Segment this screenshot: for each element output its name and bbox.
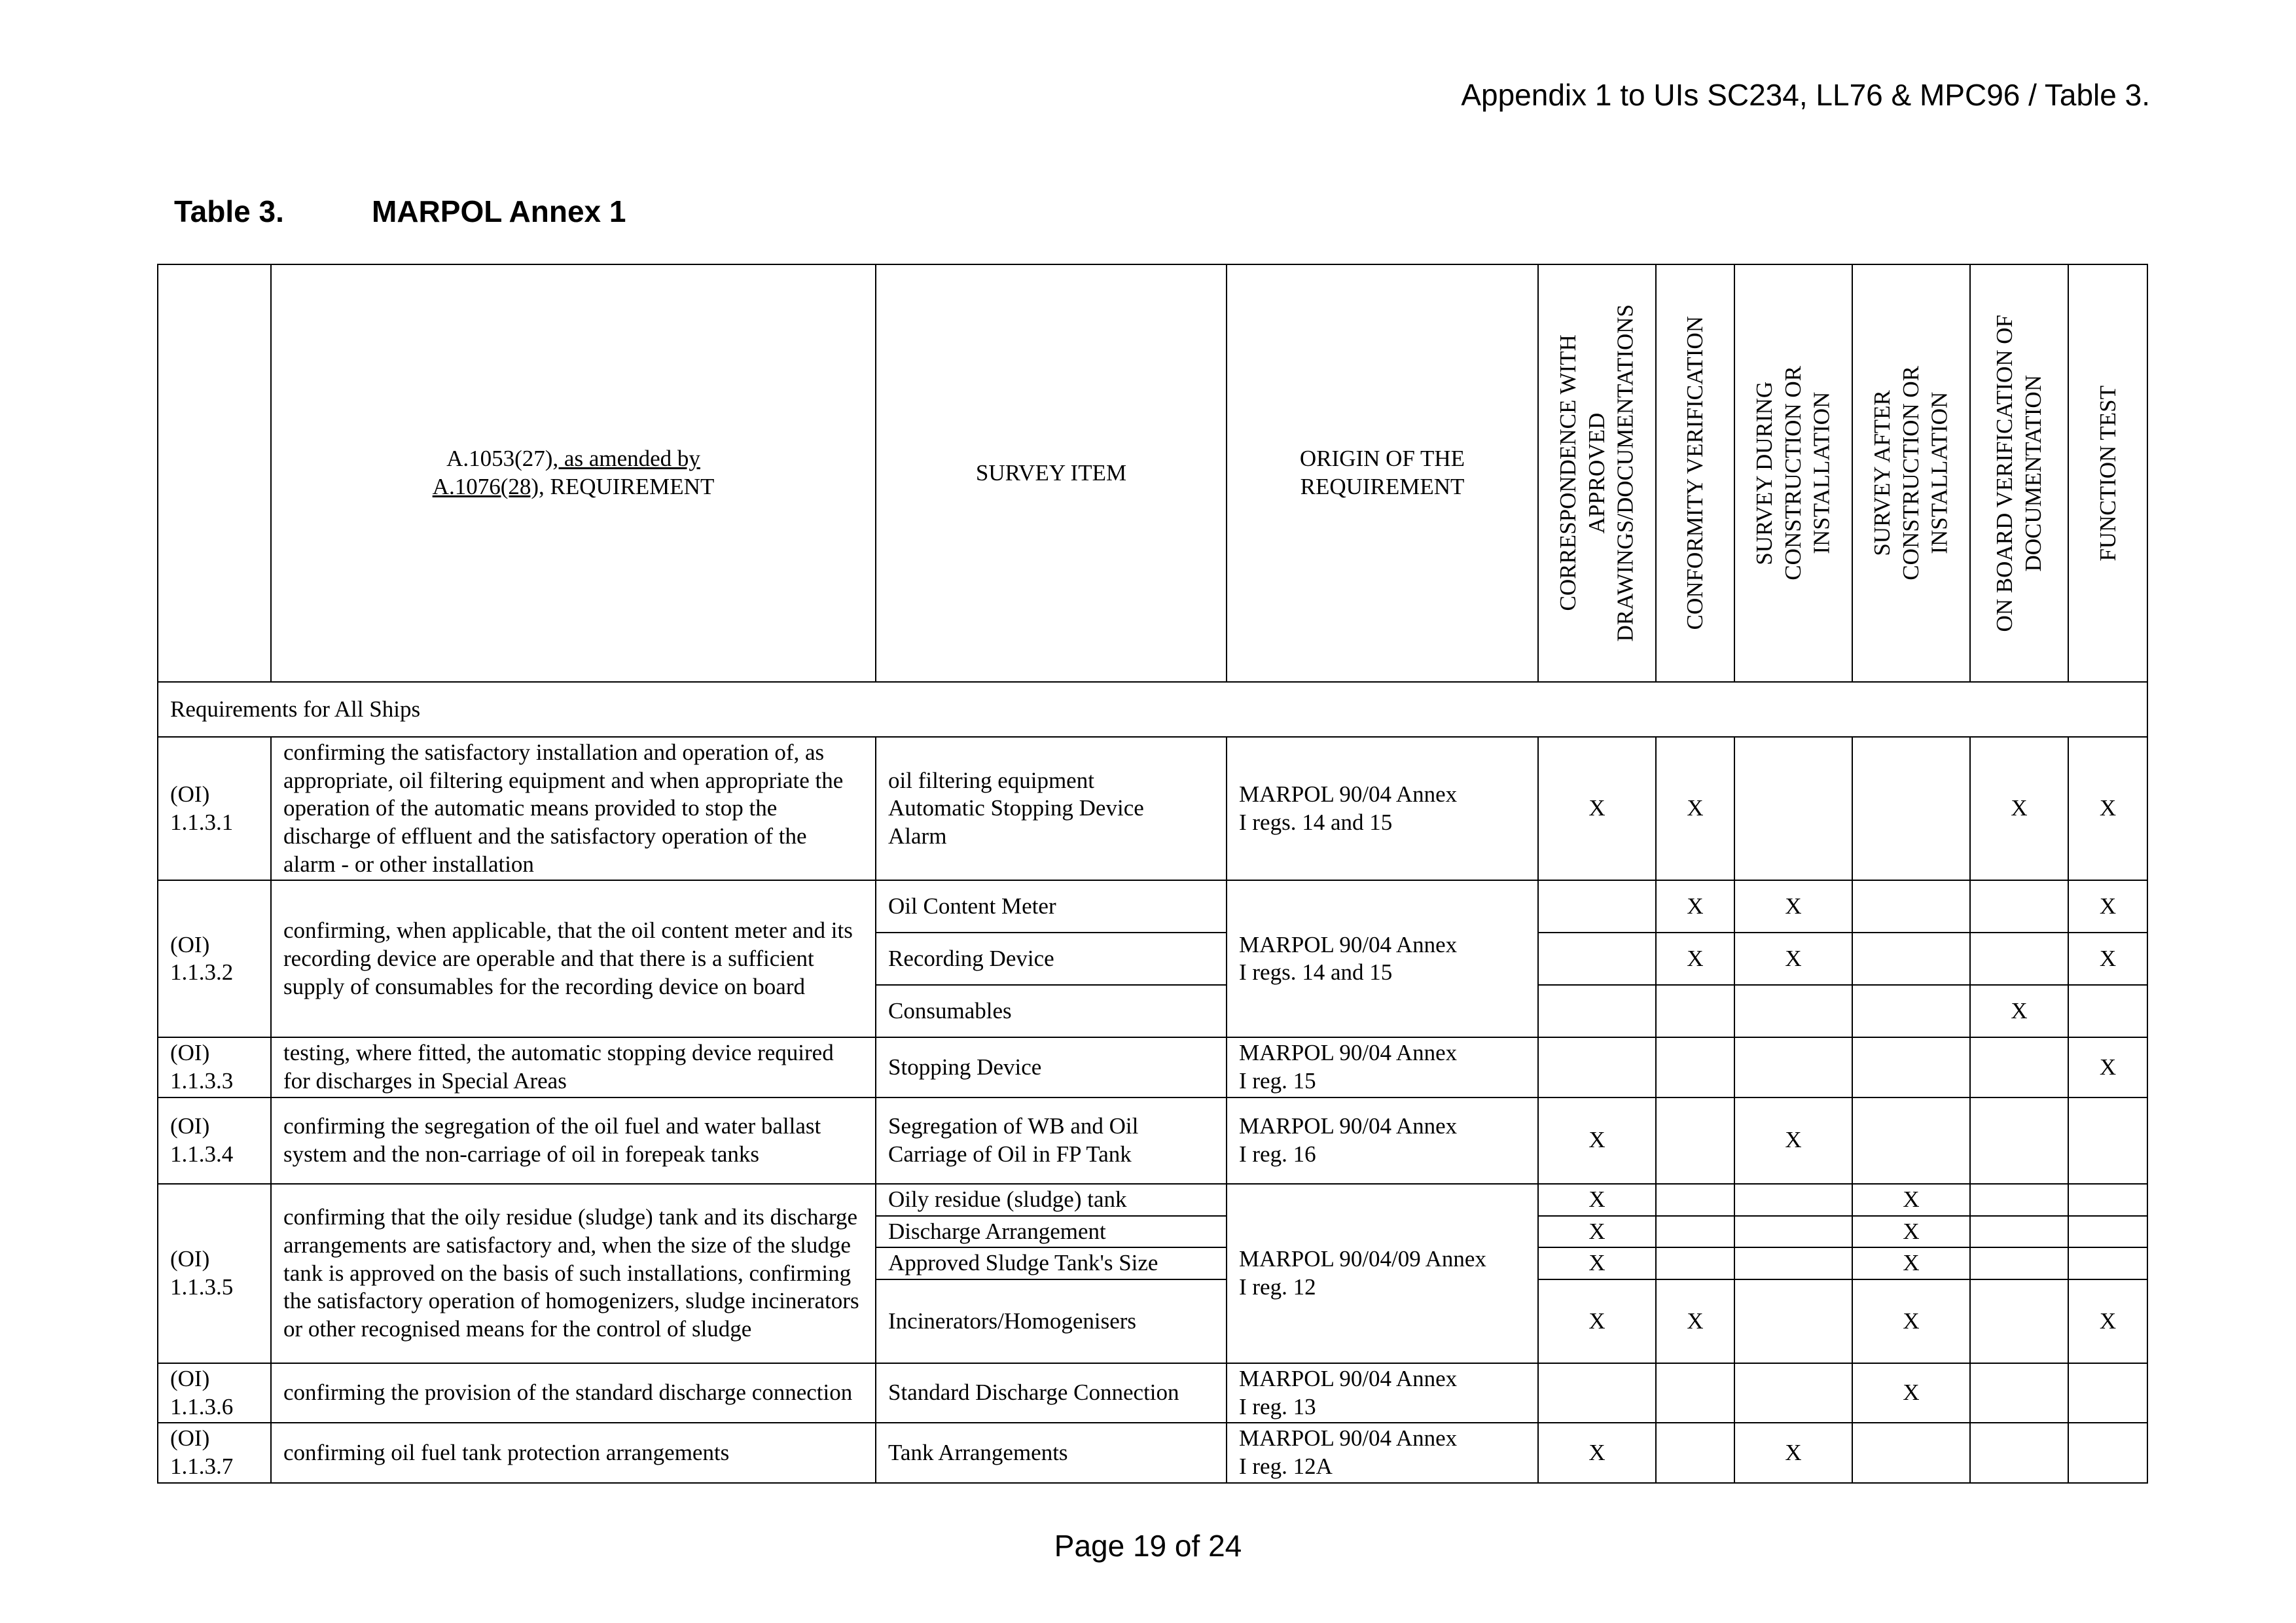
survey-item-cell: Approved Sludge Tank's Size bbox=[876, 1247, 1227, 1279]
origin-cell: MARPOL 90/04/09 Annex I reg. 12 bbox=[1227, 1184, 1538, 1363]
requirement-cell: confirming the segregation of the oil fuel and water ballast system and the non-carriage of oil in forepeak tanks bbox=[271, 1097, 876, 1184]
onboard-cell bbox=[1970, 1363, 2068, 1423]
table-row bbox=[158, 737, 2147, 880]
requirements-table bbox=[157, 264, 2148, 1484]
header-during-line2: CONSTRUCTION OR bbox=[1780, 366, 1806, 580]
requirement-cell: confirming the provision of the standard discharge connection bbox=[271, 1363, 876, 1423]
function-cell: X bbox=[2068, 880, 2147, 933]
ref-cell: (OI) 1.1.3.7 bbox=[158, 1423, 271, 1482]
table-row bbox=[158, 1184, 2147, 1216]
corr-cell: X bbox=[1538, 1423, 1656, 1482]
conf-cell: X bbox=[1656, 737, 1734, 880]
header-origin-line1: ORIGIN OF THE bbox=[1299, 446, 1465, 472]
header-after-line1: SURVEY AFTER bbox=[1869, 390, 1895, 556]
origin-cell: MARPOL 90/04 Annex I reg. 15 bbox=[1227, 1037, 1538, 1097]
during-cell: X bbox=[1734, 933, 1852, 985]
during-cell: X bbox=[1734, 1097, 1852, 1184]
survey-item-cell: Standard Discharge Connection bbox=[876, 1363, 1227, 1423]
function-cell bbox=[2068, 1097, 2147, 1184]
function-cell bbox=[2068, 985, 2147, 1037]
header-survey-item: SURVEY ITEM bbox=[876, 264, 1227, 682]
requirement-cell: confirming that the oily residue (sludge) tank and its discharge arrangements are satisfactory and, when the size of the sludge tank is approved on the basis of such installations, confirming the satisfactory operation of homogenizers, sludge incinerators or other recognised means for the control of sludge bbox=[271, 1184, 876, 1363]
conf-cell bbox=[1656, 1247, 1734, 1279]
header-conformity bbox=[1656, 264, 1734, 682]
origin-cell: MARPOL 90/04 Annex I reg. 12A bbox=[1227, 1423, 1538, 1482]
corr-cell bbox=[1538, 1037, 1656, 1097]
survey-item-cell: Oil Content Meter bbox=[876, 880, 1227, 933]
onboard-cell bbox=[1970, 1279, 2068, 1363]
header-survey-after bbox=[1852, 264, 1970, 682]
header-requirement bbox=[271, 264, 876, 682]
requirement-cell: testing, where fitted, the automatic stopping device required for discharges in Special Areas bbox=[271, 1037, 876, 1097]
onboard-cell bbox=[1970, 1184, 2068, 1216]
conf-cell bbox=[1656, 1423, 1734, 1482]
conf-cell: X bbox=[1656, 1279, 1734, 1363]
page-header: Appendix 1 to UIs SC234, LL76 & MPC96 / Table 3. bbox=[1461, 78, 2150, 112]
corr-cell bbox=[1538, 933, 1656, 985]
after-cell bbox=[1852, 880, 1970, 933]
corr-cell: X bbox=[1538, 1279, 1656, 1363]
table-row bbox=[158, 1097, 2147, 1184]
during-cell: X bbox=[1734, 880, 1852, 933]
header-function-line1: FUNCTION TEST bbox=[2094, 385, 2121, 562]
ref-cell: (OI) 1.1.3.2 bbox=[158, 880, 271, 1037]
table-label: Table 3. bbox=[174, 194, 284, 228]
conf-cell bbox=[1656, 1184, 1734, 1216]
after-cell: X bbox=[1852, 1184, 1970, 1216]
header-conf-line1: CONFORMITY VERIFICATION bbox=[1682, 316, 1708, 630]
corr-cell: X bbox=[1538, 1184, 1656, 1216]
function-cell bbox=[2068, 1363, 2147, 1423]
during-cell bbox=[1734, 1247, 1852, 1279]
table-row bbox=[158, 1423, 2147, 1482]
ref-cell: (OI) 1.1.3.6 bbox=[158, 1363, 271, 1423]
function-cell bbox=[2068, 1216, 2147, 1248]
during-cell bbox=[1734, 1363, 1852, 1423]
onboard-cell bbox=[1970, 1247, 2068, 1279]
header-corr-line1: CORRESPONDENCE WITH bbox=[1555, 334, 1581, 612]
header-after-line2: CONSTRUCTION OR bbox=[1898, 366, 1924, 580]
corr-cell: X bbox=[1538, 1216, 1656, 1248]
after-cell bbox=[1852, 1037, 1970, 1097]
after-cell: X bbox=[1852, 1279, 1970, 1363]
header-corr-line2: APPROVED bbox=[1584, 412, 1610, 534]
function-cell bbox=[2068, 1247, 2147, 1279]
onboard-cell bbox=[1970, 1037, 2068, 1097]
survey-item-cell: Consumables bbox=[876, 985, 1227, 1037]
during-cell bbox=[1734, 1037, 1852, 1097]
after-cell: X bbox=[1852, 1216, 1970, 1248]
survey-item-cell: Discharge Arrangement bbox=[876, 1216, 1227, 1248]
conf-cell: X bbox=[1656, 880, 1734, 933]
header-origin bbox=[1227, 264, 1538, 682]
origin-cell: MARPOL 90/04 Annex I reg. 13 bbox=[1227, 1363, 1538, 1423]
header-onboard-line1: ON BOARD VERIFICATION OF bbox=[1992, 314, 2018, 632]
corr-cell bbox=[1538, 880, 1656, 933]
function-cell: X bbox=[2068, 737, 2147, 880]
during-cell bbox=[1734, 737, 1852, 880]
corr-cell: X bbox=[1538, 1247, 1656, 1279]
conf-cell: X bbox=[1656, 933, 1734, 985]
function-cell: X bbox=[2068, 933, 2147, 985]
survey-item-cell: Recording Device bbox=[876, 933, 1227, 985]
header-function-test bbox=[2068, 264, 2147, 682]
requirement-cell: confirming oil fuel tank protection arrangements bbox=[271, 1423, 876, 1482]
header-onboard bbox=[1970, 264, 2068, 682]
origin-cell: MARPOL 90/04 Annex I regs. 14 and 15 bbox=[1227, 737, 1538, 880]
header-during-line3: INSTALLATION bbox=[1808, 392, 1835, 554]
table-title: MARPOL Annex 1 bbox=[372, 194, 626, 228]
during-cell bbox=[1734, 985, 1852, 1037]
onboard-cell bbox=[1970, 1423, 2068, 1482]
function-cell bbox=[2068, 1184, 2147, 1216]
survey-item-cell: Incinerators/Homogenisers bbox=[876, 1279, 1227, 1363]
table-row bbox=[158, 1037, 2147, 1097]
header-correspondence bbox=[1538, 264, 1656, 682]
survey-item-cell: Segregation of WB and Oil Carriage of Oil in FP Tank bbox=[876, 1097, 1227, 1184]
header-row bbox=[158, 264, 2147, 682]
onboard-cell: X bbox=[1970, 985, 2068, 1037]
table-row bbox=[158, 880, 2147, 933]
conf-cell bbox=[1656, 1037, 1734, 1097]
during-cell bbox=[1734, 1216, 1852, 1248]
header-origin-line2: REQUIREMENT bbox=[1300, 474, 1465, 499]
header-req-a1076: A.1076(28), bbox=[432, 474, 545, 499]
ref-cell: (OI) 1.1.3.3 bbox=[158, 1037, 271, 1097]
requirement-cell: confirming, when applicable, that the oil content meter and its recording device are operable and that there is a sufficient supply of consumables for the recording device on board bbox=[271, 880, 876, 1037]
corr-cell bbox=[1538, 1363, 1656, 1423]
onboard-cell bbox=[1970, 1097, 2068, 1184]
during-cell bbox=[1734, 1184, 1852, 1216]
onboard-cell bbox=[1970, 1216, 2068, 1248]
ref-cell: (OI) 1.1.3.1 bbox=[158, 737, 271, 880]
requirement-cell: confirming the satisfactory installation and operation of, as appropriate, oil filtering equipment and when appropriate the operation of the automatic means provided to stop the discharge of effluent and the satisfactory operation of the alarm - or other installation bbox=[271, 737, 876, 880]
origin-cell: MARPOL 90/04 Annex I reg. 16 bbox=[1227, 1097, 1538, 1184]
header-req-part2: REQUIREMENT bbox=[544, 474, 715, 499]
section-row bbox=[158, 682, 2147, 737]
survey-item-cell: Stopping Device bbox=[876, 1037, 1227, 1097]
survey-item-cell: Tank Arrangements bbox=[876, 1423, 1227, 1482]
table-row bbox=[158, 1363, 2147, 1423]
header-during-line1: SURVEY DURING bbox=[1751, 381, 1778, 565]
after-cell bbox=[1852, 1097, 1970, 1184]
conf-cell bbox=[1656, 1097, 1734, 1184]
during-cell: X bbox=[1734, 1423, 1852, 1482]
header-req-amended: , as amended by bbox=[552, 446, 700, 472]
during-cell bbox=[1734, 1279, 1852, 1363]
conf-cell bbox=[1656, 1216, 1734, 1248]
conf-cell bbox=[1656, 1363, 1734, 1423]
ref-cell: (OI) 1.1.3.5 bbox=[158, 1184, 271, 1363]
header-survey-during bbox=[1734, 264, 1852, 682]
origin-cell: MARPOL 90/04 Annex I regs. 14 and 15 bbox=[1227, 880, 1538, 1037]
corr-cell bbox=[1538, 985, 1656, 1037]
after-cell: X bbox=[1852, 1363, 1970, 1423]
after-cell: X bbox=[1852, 1247, 1970, 1279]
function-cell bbox=[2068, 1423, 2147, 1482]
header-corr-line3: DRAWINGS/DOCUMENTATIONS bbox=[1612, 304, 1638, 642]
after-cell bbox=[1852, 933, 1970, 985]
header-after-line3: INSTALLATION bbox=[1926, 392, 1952, 554]
ref-cell: (OI) 1.1.3.4 bbox=[158, 1097, 271, 1184]
onboard-cell bbox=[1970, 933, 2068, 985]
corr-cell: X bbox=[1538, 1097, 1656, 1184]
survey-item-cell: Oily residue (sludge) tank bbox=[876, 1184, 1227, 1216]
after-cell bbox=[1852, 1423, 1970, 1482]
header-ref bbox=[158, 264, 271, 682]
after-cell bbox=[1852, 985, 1970, 1037]
conf-cell bbox=[1656, 985, 1734, 1037]
header-req-part1: A.1053(27) bbox=[446, 446, 553, 472]
function-cell: X bbox=[2068, 1037, 2147, 1097]
corr-cell: X bbox=[1538, 737, 1656, 880]
survey-item-cell: oil filtering equipment Automatic Stopping Device Alarm bbox=[876, 737, 1227, 880]
section-title: Requirements for All Ships bbox=[158, 682, 2147, 737]
onboard-cell: X bbox=[1970, 737, 2068, 880]
after-cell bbox=[1852, 737, 1970, 880]
header-onboard-line2: DOCUMENTATION bbox=[2020, 374, 2046, 572]
page-footer: Page 19 of 24 bbox=[1054, 1529, 1242, 1563]
function-cell: X bbox=[2068, 1279, 2147, 1363]
onboard-cell bbox=[1970, 880, 2068, 933]
